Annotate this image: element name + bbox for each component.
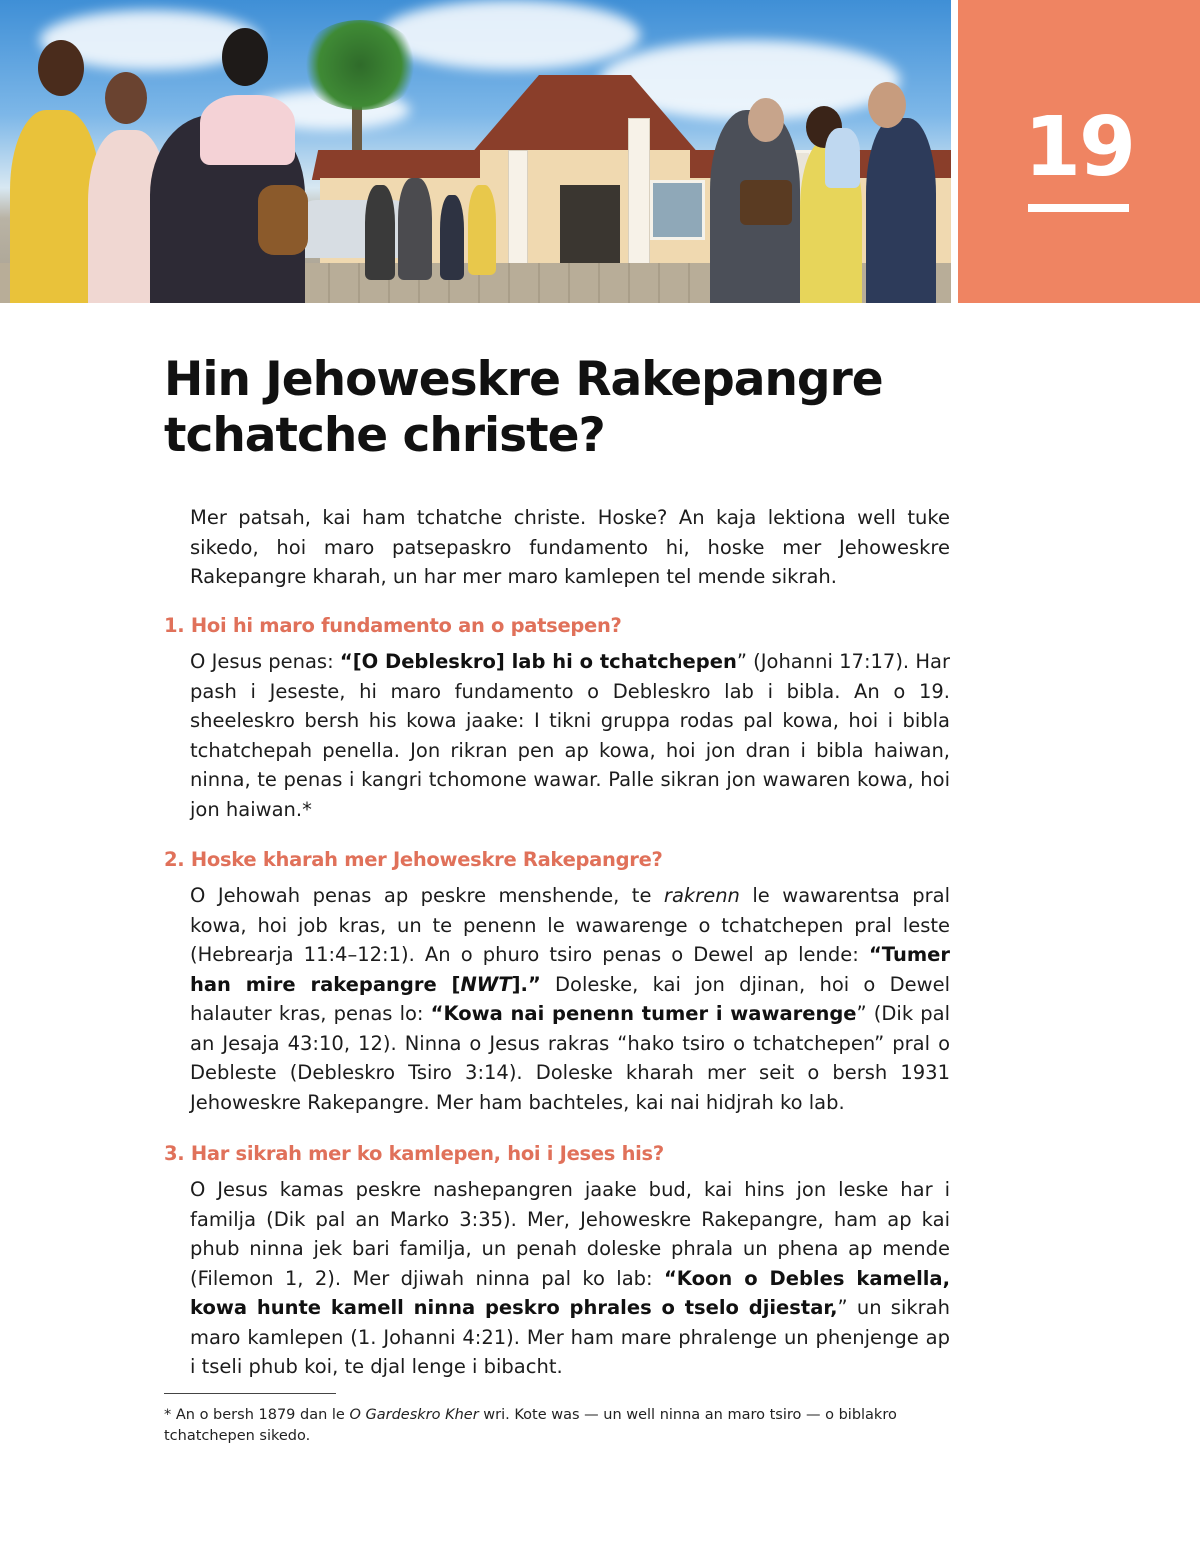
section-2-heading: 2. Hoske kharah mer Jehoweskre Rakepangre? bbox=[164, 848, 663, 871]
section-2-paragraph: O Jehowah penas ap peskre menshende, te rakrenn le wawarentsa pral kowa, hoi job kras, un te penenn le wawarenge o tchatchepen pral leste (Hebrearja 11:4–12:1). An o phuro tsiro penas o Dewel ap lende: “Tumer han mire rakepangre [NWT].” Doleske, kai jon djinan, hoi o Dewel halauter kras, penas lo: “Kowa nai penenn tumer i wawarenge” (Dik pal an Jesaja 43:10, 12). Ninna o Jesus rakras “hako tsiro o tchatchepen” pral o Debleste (Debleskro Tsiro 3:14). Doleske kharah mer seit o bersh 1931 Jehoweskre Rakepangre. Mer ham bachteles, kai nai hidjrah ko lab. bbox=[190, 884, 951, 1114]
scripture-quote: “Tumer han mire rakepangre [NWT].” bbox=[190, 943, 950, 996]
section-3-heading: 3. Har sikrah mer ko kamlepen, hoi i Jeses his? bbox=[164, 1142, 664, 1165]
section-3-paragraph: O Jesus kamas peskre nashepangren jaake bud, kai hins jon leske har i familja (Dik pal an Marko 3:35). Mer, Jehoweskre Rakepangre, ham ap kai phub ninna jek bari familja, un penah doleske phrala un phena ap mende (Filemon 1, 2). Mer djiwah ninna pal ko lab: “Koon o Debles kamella, kowa hunte kamell ninna peskro phrales o tselo djiestar,” un sikrah maro kamlepen (1. Johanni 4:21). Mer ham mare phralenge un phenjenge ap i tseli phub koi, te djal lenge i bibacht. bbox=[190, 1178, 951, 1378]
hero-photo bbox=[0, 0, 951, 303]
section-1-heading: 1. Hoi hi maro fundamento an o patsepen? bbox=[164, 614, 622, 637]
scripture-quote: “Kowa nai penenn tumer i wawarenge bbox=[430, 1002, 857, 1025]
footnote-divider bbox=[164, 1393, 336, 1394]
page-title bbox=[164, 352, 964, 464]
section-1-paragraph: O Jesus penas: “[O Debleskro] lab hi o tchatchepen” (Johanni 17:17). Har pash i Jeseste, hi maro fundamento o Debleskro lab i bibla. An o 19. sheeleskro bersh his kowa jaake: I tikni gruppa rodas pal kowa, hoi i bibla tchatchepah penella. Jon rikran pen ap kowa, hoi jon dran i bibla haiwan, ninna, te penas i kangri tchomone wawar. Palle sikran jon wawaren kowa, hoi jon haiwan.* bbox=[190, 650, 950, 821]
chapter-underline bbox=[1028, 204, 1129, 212]
page-title-line-2: tchatche christe? bbox=[164, 408, 605, 463]
scripture-quote: “[O Debleskro] lab hi o tchatchepen bbox=[339, 650, 737, 673]
scripture-quote: “Koon o Debles kamella, kowa hunte kamell ninna peskro phrales o tselo djiestar, bbox=[190, 1266, 951, 1319]
page-title-line-1: Hin Jehoweskre Rakepangre bbox=[164, 352, 883, 407]
intro-paragraph: Mer patsah, kai ham tchatche christe. Hoske? An kaja lektiona well tuke sikedo, hoi maro patsepaskro fundamento hi, hoske mer Jehoweskre Rakepangre kharah, un har mer maro kamlepen tel mende sikrah. bbox=[190, 506, 950, 588]
chapter-number: 19 bbox=[1023, 100, 1135, 195]
footnote: * An o bersh 1879 dan le O Gardeskro Kher wri. Kote was — un well ninna an maro tsiro — o biblakro tchatchepen sikedo. bbox=[164, 1407, 897, 1444]
chapter-number-box bbox=[958, 0, 1200, 303]
